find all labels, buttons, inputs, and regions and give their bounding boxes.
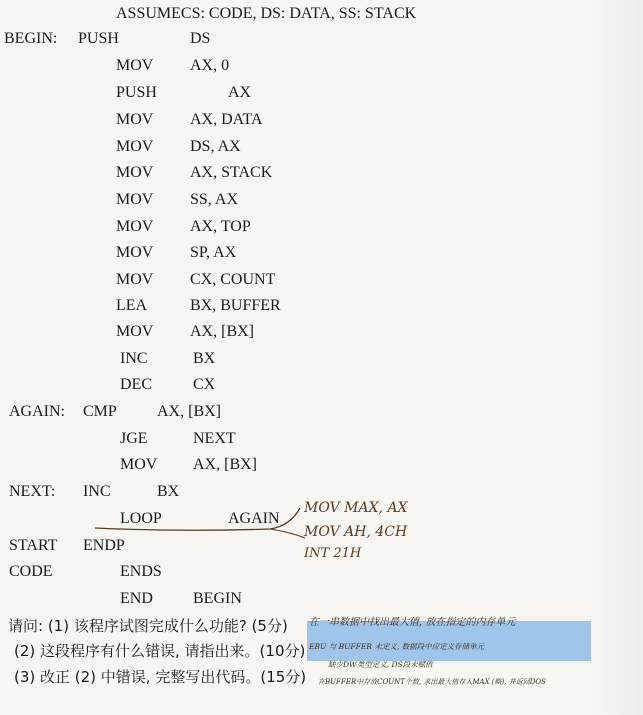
code-arg: BX, BUFFER [190,297,281,314]
code-arg: CX [193,376,216,393]
code-arg: AX, STACK [190,164,273,181]
code-op: MOV [116,323,154,340]
handwritten-answer-2a: EBU 与 BUFFER 未定义, 数据段中应定义存储单元 [309,642,485,651]
code-label-next: NEXT: [9,483,56,500]
code-arg: DS [190,30,211,47]
code-arg: BEGIN [193,590,242,607]
handwritten-answer-3: 在BUFFER中存放COUNT个数, 求出最大值存入MAX (略), 并返回DOS [318,678,546,686]
code-op: MOV [116,244,154,261]
code-arg: DS, AX [190,138,241,155]
code-op: MOV [116,138,154,155]
handwritten-insert-2: MOV AH, 4CH [304,524,408,540]
code-label-start: START [9,537,58,554]
code-op: LEA [116,297,148,314]
code-op: MOV [116,191,154,208]
insertion-line [95,508,300,530]
code-label-begin: BEGIN: [4,30,58,47]
handwritten-answer-1: 在一串数据中找出最大值, 放在指定的内存单元 [309,617,516,628]
code-label-again: AGAIN: [9,403,65,420]
code-arg: BX [157,483,180,500]
code-arg: AGAIN [228,510,280,527]
code-op: MOV [120,456,158,473]
code-arg: AX, 0 [190,57,230,74]
code-arg: AX, [BX] [193,456,257,473]
code-op: INC [120,350,148,367]
handwritten-insert-3: INT 21H [304,546,362,561]
code-op: MOV [116,164,154,181]
question-2: (2) 这段程序有什么错误, 请指出来。(10分) [14,642,306,660]
code-op: PUSH [116,84,157,101]
code-arg: AX, [BX] [190,323,254,340]
code-arg: SS, AX [190,191,239,208]
code-op: MOV [116,218,154,235]
insertion-branch [270,529,305,538]
code-arg: BX [193,350,216,367]
code-label-code: CODE [9,563,53,580]
code-arg: AX, [BX] [157,403,221,420]
code-arg: AX, TOP [190,218,251,235]
code-op: END [120,590,153,607]
code-arg: NEXT [193,430,236,447]
handwritten-insert-1: MOV MAX, AX [304,500,408,516]
code-arg: AX [228,84,252,101]
code-op: DEC [120,376,152,393]
code-op: JGE [120,430,148,447]
handwritten-answer-2b: 缺少DW类型定义, DS段未赋值 [328,660,433,669]
question-3: (3) 改正 (2) 中错误, 完整写出代码。(15分) [14,668,307,686]
code-op: ENDS [120,563,162,580]
code-op: MOV [116,271,154,288]
code-arg: CX, COUNT [190,271,276,288]
code-op: ENDP [83,537,125,554]
code-arg: AX, DATA [190,111,263,128]
code-op: LOOP [120,510,162,527]
code-arg: SP, AX [190,244,237,261]
assume-directive: ASSUMECS: CODE, DS: DATA, SS: STACK [116,5,417,22]
question-1: 请问: (1) 该程序试图完成什么功能? (5分) [8,617,288,635]
code-op: INC [83,483,111,500]
code-op: MOV [116,57,154,74]
code-op: PUSH [78,30,119,47]
code-op: CMP [83,403,117,420]
code-op: MOV [116,111,154,128]
